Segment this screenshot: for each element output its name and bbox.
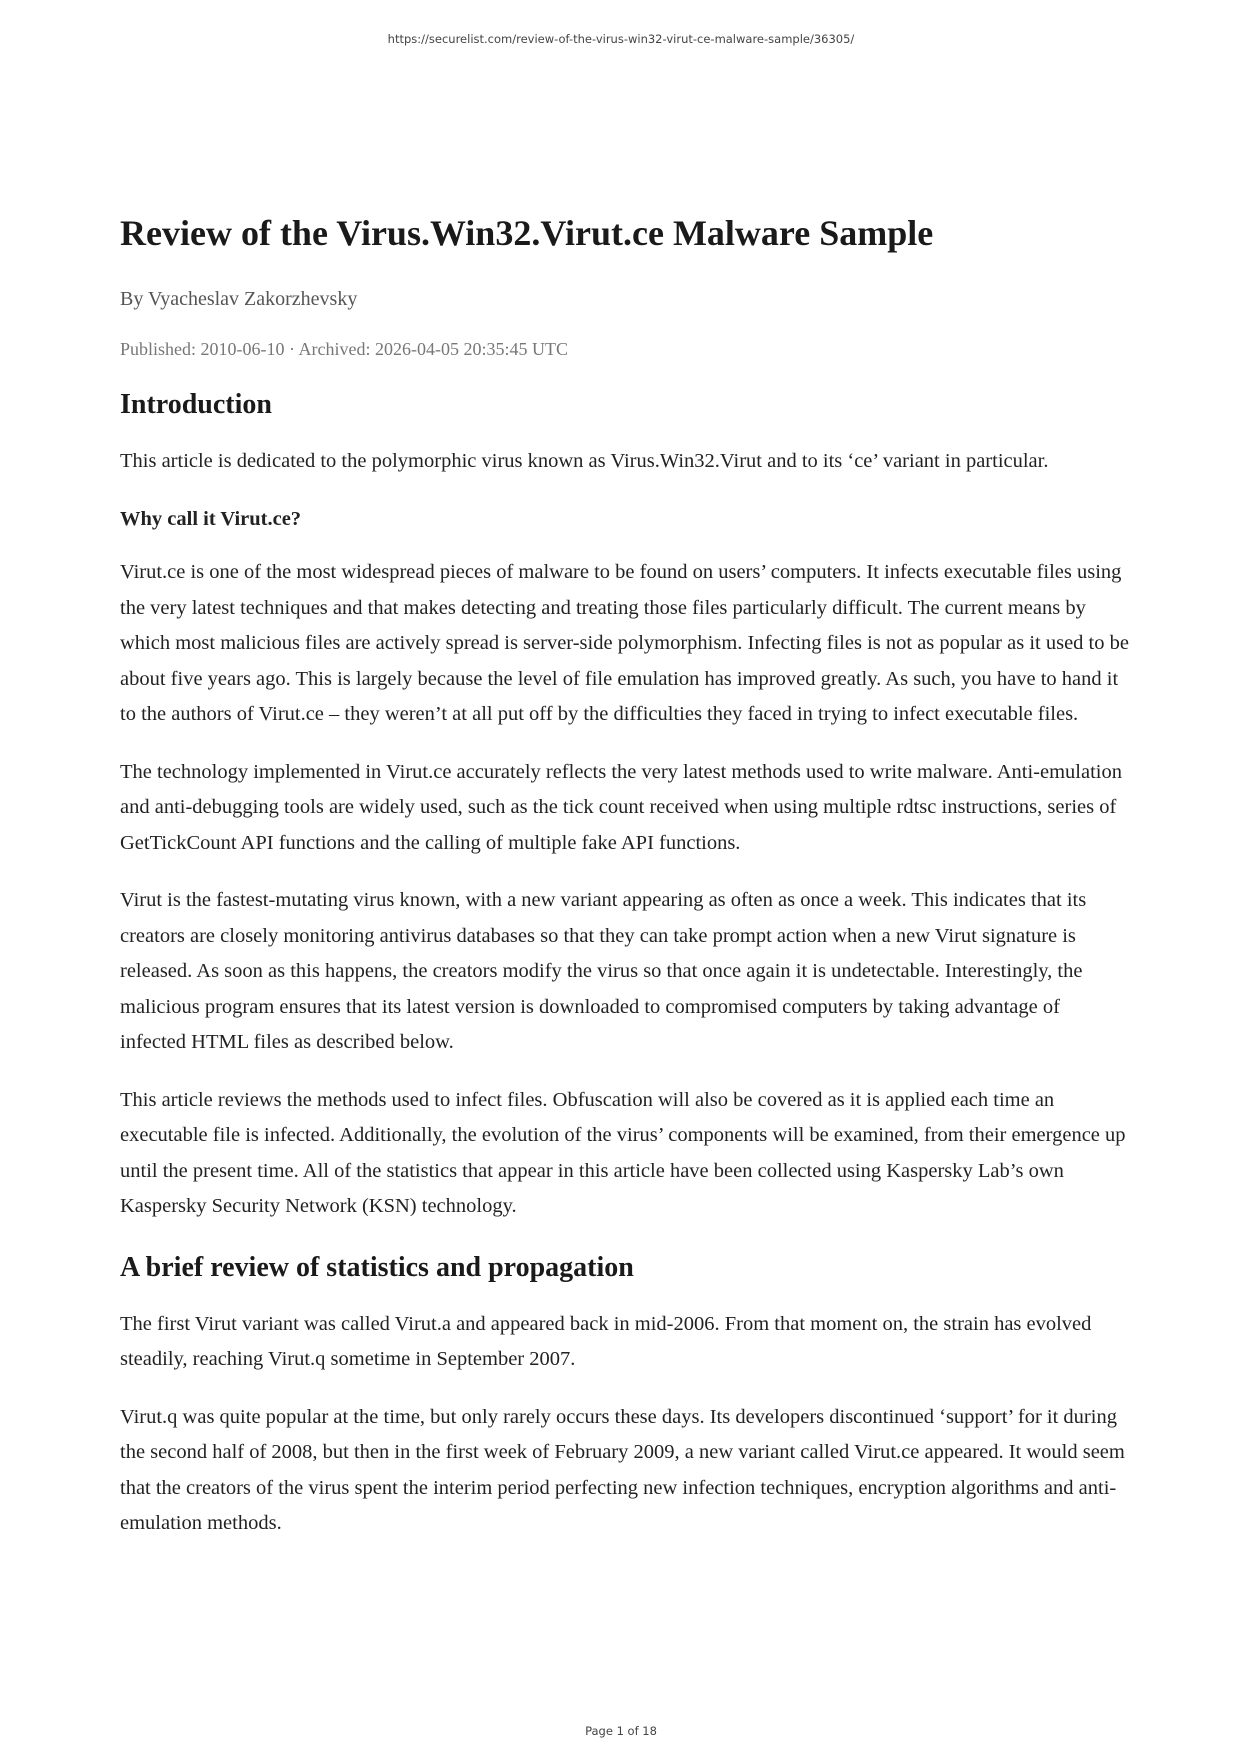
paragraph: Virut.ce is one of the most widespread pieces of malware to be found on users’ computers. It infects executable files using the very latest techniques and that makes detecting and treating those files particularly difficult. The current means by which most malicious files are actively spread is server-side polymorphism. Infecting files is not as popular as it used to be about five years ago. This is largely because the level of file emulation has improved greatly. As such, you have to hand it to the authors of Virut.ce – they weren’t at all put off by the difficulties they faced in trying to infect executable files.: [120, 561, 1129, 725]
subheading: Why call it Virut.ce?: [120, 507, 302, 530]
article-title: Review of the Virus.Win32.Virut.ce Malware Sample: [120, 213, 934, 253]
paragraph: This article reviews the methods used to infect files. Obfuscation will also be covered as it is applied each time an executable file is infected. Additionally, the evolution of the virus’ components will be examined, from their emergence up until the present time. All of the statistics that appear in this article have been collected using Kaspersky Lab’s own Kaspersky Security Network (KSN) technology.: [120, 1088, 1126, 1217]
page-number: Page 1 of 18: [585, 1724, 657, 1738]
section-heading-introduction: Introduction: [120, 389, 272, 420]
publication-meta: Published: 2010-06-10 · Archived: 2026-04-05 20:35:45 UTC: [120, 339, 568, 359]
page-url-header: https://securelist.com/review-of-the-virus-win32-virut-ce-malware-sample/36305/: [387, 32, 855, 46]
paragraph: The first Virut variant was called Virut.a and appeared back in mid-2006. From that moment on, the strain has evolved steadily, reaching Virut.q sometime in September 2007.: [120, 1312, 1092, 1370]
article: [120, 208, 1130, 1564]
paragraph: Virut.q was quite popular at the time, but only rarely occurs these days. Its developers discontinued ‘support’ for it during the second half of 2008, but then in the first week of February 2009, a new variant called Virut.ce appeared. It would seem that the creators of the virus spent the interim period perfecting new infection techniques, encryption algorithms and anti-emulation methods.: [120, 1405, 1125, 1534]
section-heading-statistics: A brief review of statistics and propagation: [120, 1251, 634, 1283]
paragraph: This article is dedicated to the polymorphic virus known as Virus.Win32.Virut and to its ‘ce’ variant in particular.: [120, 450, 1049, 472]
paragraph: Virut is the fastest-mutating virus known, with a new variant appearing as often as once a week. This indicates that its creators are closely monitoring antivirus databases so that they can take prompt action when a new Virut signature is released. As soon as this happens, the creators modify the virus so that once again it is undetectable. Interestingly, the malicious program ensures that its latest version is downloaded to compromised computers by taking advantage of infected HTML files as described below.: [120, 889, 1087, 1053]
paragraph: The technology implemented in Virut.ce accurately reflects the very latest methods used to write malware. Anti-emulation and anti-debugging tools are widely used, such as the tick count received when using multiple rdtsc instructions, series of GetTickCount API functions and the calling of multiple fake API functions.: [120, 760, 1122, 854]
byline: By Vyacheslav Zakorzhevsky: [120, 288, 358, 310]
